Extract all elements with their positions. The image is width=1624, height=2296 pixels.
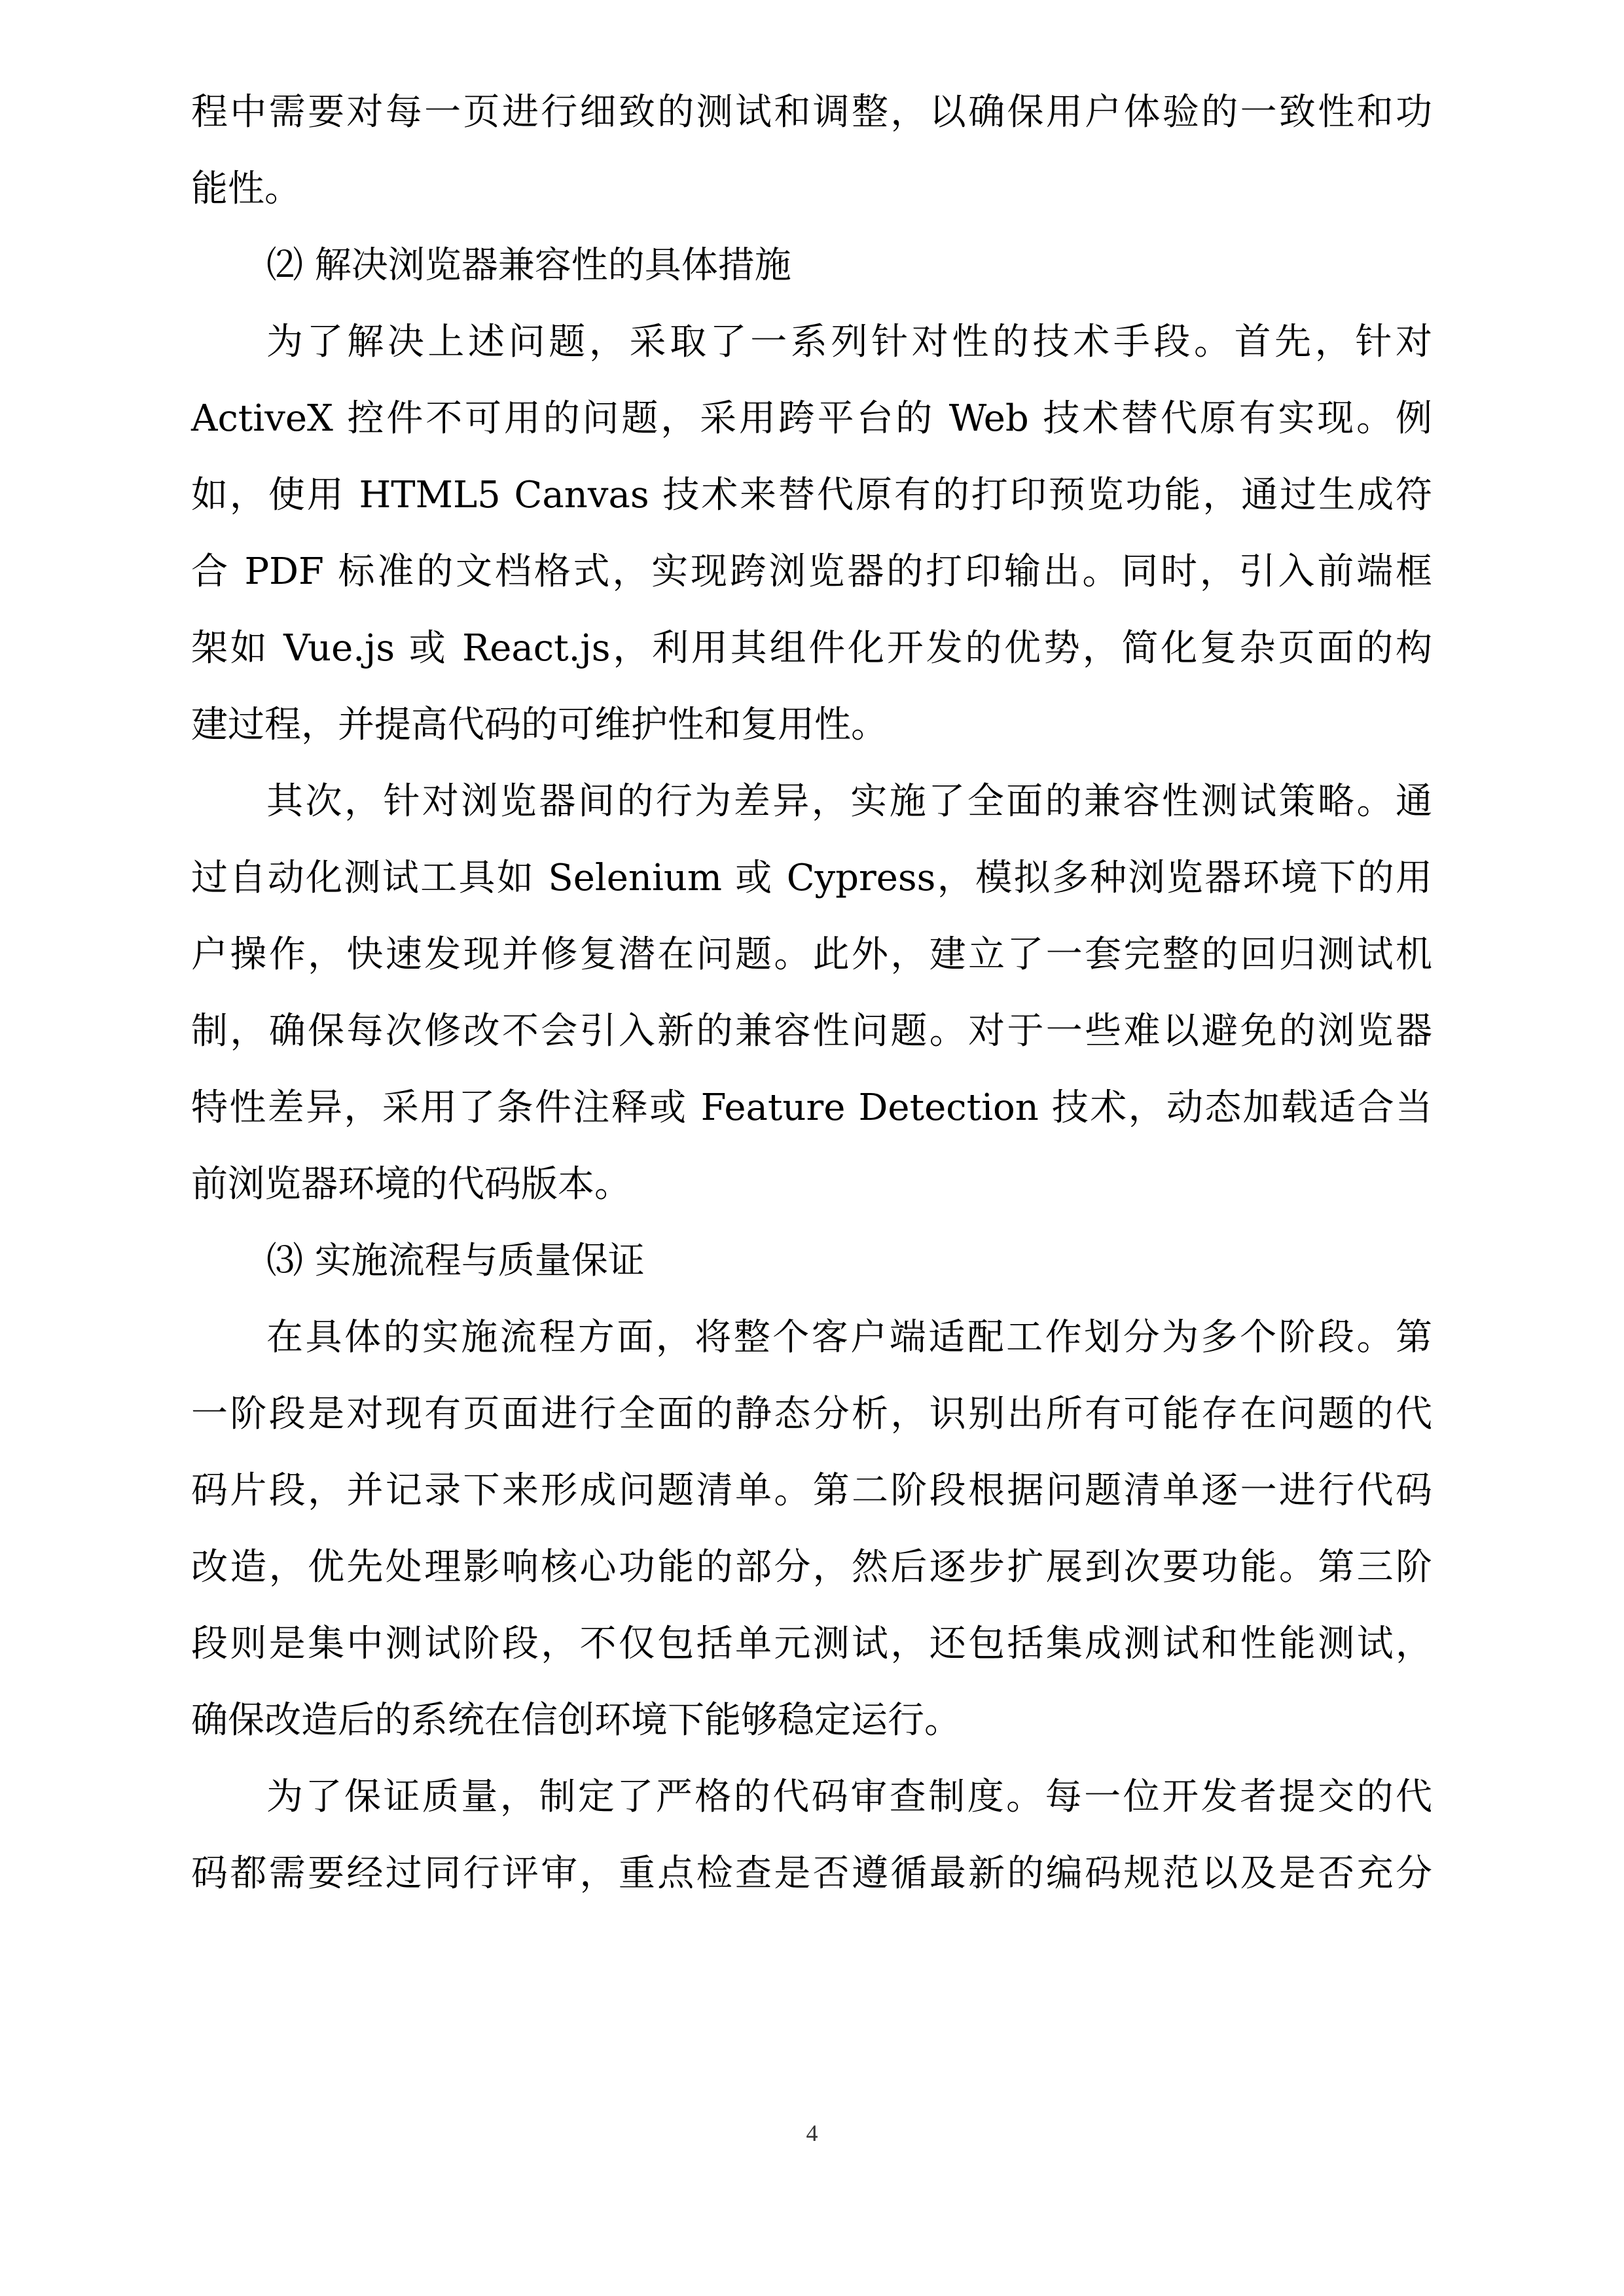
text-line: 确保改造后的系统在信创环境下能够稳定运行。 <box>191 1699 961 1742</box>
text-line: 特性差异，采用了条件注释或 Feature Detection 技术，动态加载适合当 <box>191 1086 1432 1129</box>
paragraph-first-line: 其次，针对浏览器间的行为差异，实施了全面的兼容性测试策略。通 <box>266 780 1432 823</box>
text-line: 程中需要对每一页进行细致的测试和调整，以确保用户体验的一致性和功 <box>191 91 1432 134</box>
paragraph-first-line: 在具体的实施流程方面，将整个客户端适配工作划分为多个阶段。第 <box>266 1316 1432 1359</box>
text-line: ActiveX 控件不可用的问题，采用跨平台的 Web 技术替代原有实现。例 <box>191 397 1432 440</box>
text-line: 改造，优先处理影响核心功能的部分，然后逐步扩展到次要功能。第三阶 <box>191 1546 1432 1588</box>
text-line: 码都需要经过同行评审，重点检查是否遵循最新的编码规范以及是否充分 <box>191 1852 1432 1895</box>
section-heading: ⑵ 解决浏览器兼容性的具体措施 <box>266 244 791 287</box>
text-line: 合 PDF 标准的文档格式，实现跨浏览器的打印输出。同时，引入前端框 <box>191 550 1432 593</box>
text-line: 如，使用 HTML5 Canvas 技术来替代原有的打印预览功能，通过生成符 <box>191 474 1432 516</box>
text-line: 过自动化测试工具如 Selenium 或 Cypress，模拟多种浏览器环境下的用 <box>191 857 1432 899</box>
text-line: 建过程，并提高代码的可维护性和复用性。 <box>191 704 888 746</box>
text-line: 架如 Vue.js 或 React.js，利用其组件化开发的优势，简化复杂页面的构 <box>191 627 1432 670</box>
page-number: 4 <box>806 2120 818 2146</box>
section-heading: ⑶ 实施流程与质量保证 <box>266 1240 645 1282</box>
text-line: 码片段，并记录下来形成问题清单。第二阶段根据问题清单逐一进行代码 <box>191 1469 1432 1512</box>
text-line: 段则是集中测试阶段，不仅包括单元测试，还包括集成测试和性能测试， <box>191 1623 1432 1665</box>
paragraph-first-line: 为了解决上述问题，采取了一系列针对性的技术手段。首先，针对 <box>266 321 1432 363</box>
text-line: 能性。 <box>191 168 301 210</box>
text-line: 制，确保每次修改不会引入新的兼容性问题。对于一些难以避免的浏览器 <box>191 1010 1432 1052</box>
paragraph-first-line: 为了保证质量，制定了严格的代码审查制度。每一位开发者提交的代 <box>266 1776 1432 1818</box>
text-line: 户操作，快速发现并修复潜在问题。此外，建立了一套完整的回归测试机 <box>191 933 1432 976</box>
document-body <box>191 84 1432 1922</box>
text-line: 一阶段是对现有页面进行全面的静态分析，识别出所有可能存在问题的代 <box>191 1393 1432 1435</box>
text-line: 前浏览器环境的代码版本。 <box>191 1163 631 1206</box>
